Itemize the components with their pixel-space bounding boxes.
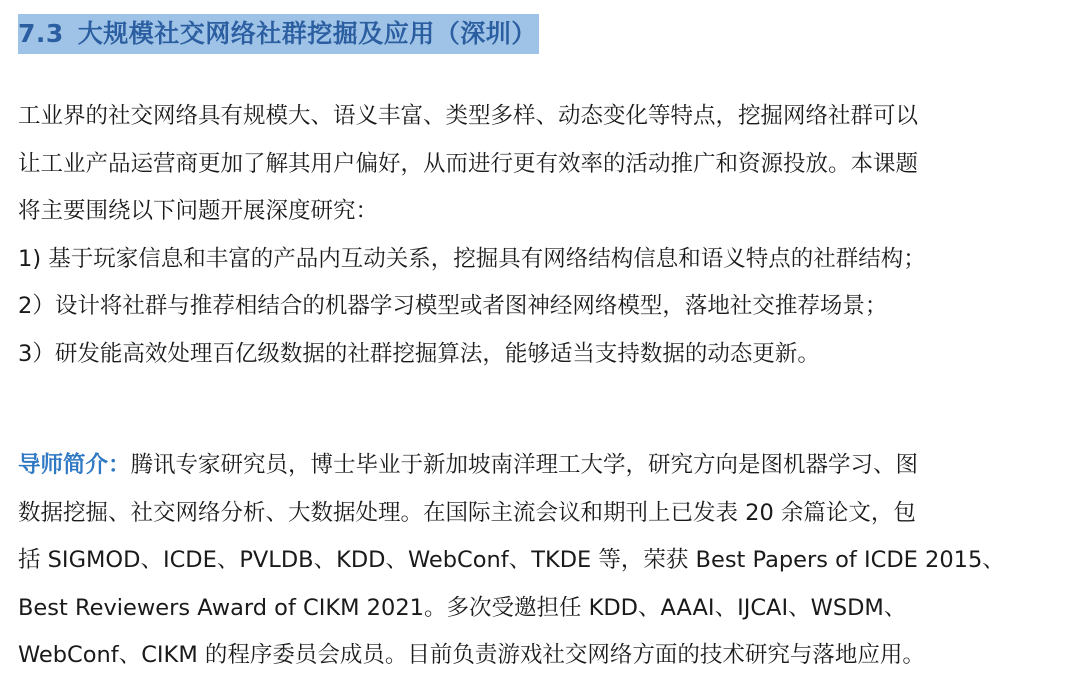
mentor-first-line — [18, 442, 1068, 490]
mentor-text: 腾讯专家研究员，博士毕业于新加坡南洋理工大学，研究方向是图机器学习、图 — [130, 452, 919, 478]
section-heading-row — [18, 12, 539, 56]
mentor-line: WebConf、CIKM 的程序委员会成员。目前负责游戏社交网络方面的技术研究与落地应用。 — [18, 642, 925, 668]
section-number: 7.3 — [18, 19, 64, 48]
mentor-line: 数据挖掘、社交网络分析、大数据处理。在国际主流会议和期刊上已发表 20 余篇论文，包 — [18, 499, 916, 526]
intro-paragraph — [18, 93, 1068, 378]
mentor-paragraph — [18, 442, 1068, 680]
research-item-2: 2）设计将社群与推荐相结合的机器学习模型或者图神经网络模型，落地社交推荐场景； — [18, 293, 888, 319]
intro-line: 工业界的社交网络具有规模大、语义丰富、类型多样、动态变化等特点，挖掘网络社群可以 — [18, 103, 919, 129]
mentor-line: 括 SIGMOD、ICDE、PVLDB、KDD、WebConf、TKDE 等，荣获 Best Papers of ICDE 2015、 — [18, 547, 1005, 573]
intro-line: 将主要围绕以下问题开展深度研究： — [18, 198, 379, 224]
section-heading — [18, 14, 539, 54]
intro-line: 让工业产品运营商更加了解其用户偏好，从而进行更有效率的活动推广和资源投放。本课题 — [18, 150, 919, 177]
mentor-line: Best Reviewers Award of CIKM 2021。多次受邀担任 KDD、AAAI、IJCAI、WSDM、 — [18, 594, 907, 621]
section-title: 大规模社交网络社群挖掘及应用（深圳） — [77, 19, 537, 48]
research-item-3: 3）研发能高效处理百亿级数据的社群挖掘算法，能够适当支持数据的动态更新。 — [18, 340, 820, 367]
mentor-label: 导师简介： — [18, 452, 131, 478]
research-item-1: 1) 基于玩家信息和丰富的产品内互动关系，挖掘具有网络结构信息和语义特点的社群结构； — [18, 245, 926, 272]
